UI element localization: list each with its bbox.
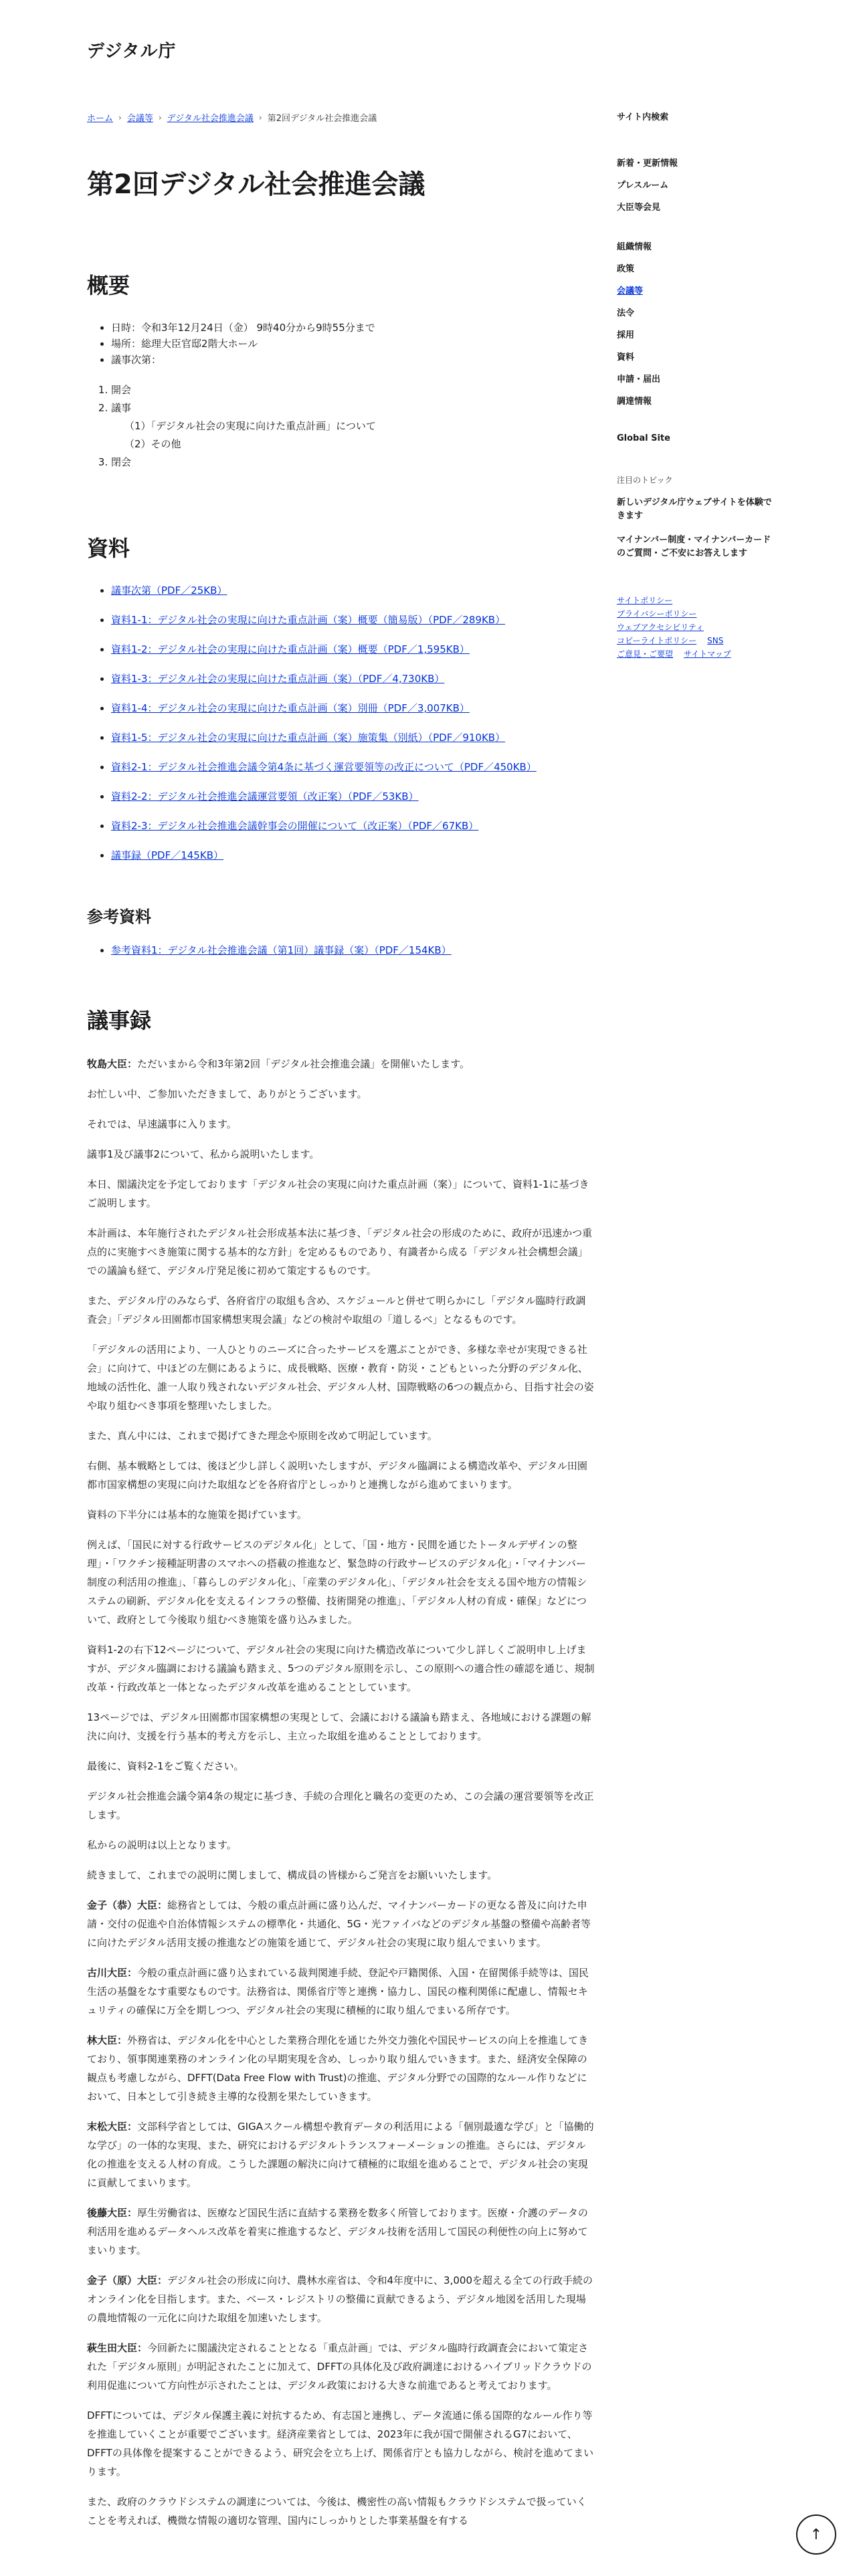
chevron-right-icon: › bbox=[118, 112, 122, 122]
site-logo[interactable]: デジタル庁 bbox=[87, 41, 177, 62]
page-title: 第2回デジタル社会推進会議 bbox=[87, 169, 425, 200]
minutes-text: 文部科学省としては、GIGAスクール構想や教育データの利活用による「個別最適な学び」と「協働的な学び」の一体的な実現、また、研究におけるデジタルトランスフォーメーションの推進。さらには、デジタル化の推進を支える人材の育成。こうした課題の解決に向けて積極的に取組を進めることで、デジタル社会の実現に貢献してまいります。 bbox=[87, 2121, 594, 2189]
footer-link[interactable]: SNS bbox=[707, 636, 724, 645]
minutes-paragraph bbox=[87, 1963, 595, 2020]
material-link[interactable]: 資料1-1：デジタル社会の実現に向けた重点計画（案）概要（簡易版）（PDF／289KB） bbox=[111, 614, 506, 626]
breadcrumb-home[interactable]: ホーム bbox=[87, 114, 114, 124]
footer-link[interactable]: サイトマップ bbox=[684, 649, 731, 659]
list-item bbox=[111, 759, 595, 775]
minutes-paragraph bbox=[87, 1175, 595, 1212]
minutes-paragraph bbox=[87, 1866, 595, 1885]
sidebar-item-press[interactable]: プレスルーム bbox=[617, 181, 669, 191]
minutes-text: DFFTについては、デジタル保護主義に対抗するため、有志国と連携し、データ流通に係る国際的なルール作り等を推進していくことが重要でございます。経済産業省としては、2023年に我が国で開催されるG7において、DFFTの具体像を提案することができるよう、研究会を立ち上げ、関係省庁とも協力しながら、検討を進めてまいります。 bbox=[87, 2409, 594, 2478]
agenda-subitem: （2）その他 bbox=[124, 438, 181, 450]
footer-link[interactable]: コピーライトポリシー bbox=[617, 636, 697, 645]
reference-list bbox=[87, 943, 595, 957]
speaker-name: 萩生田大臣： bbox=[87, 2342, 148, 2354]
reference-link[interactable]: 参考資料1：デジタル社会推進会議（第1回）議事録（案）（PDF／154KB） bbox=[111, 944, 452, 956]
footer-link[interactable]: ご意見・ご要望 bbox=[617, 649, 674, 659]
minutes-text: 議事1及び議事2について、私から説明いたします。 bbox=[87, 1148, 320, 1160]
minutes-text: 今般の重点計画に盛り込まれている裁判関連手続、登記や戸籍関係、入国・在留関係手続等は、国民生活の基盤をなす重要なものです。法務省は、関係省庁等と連携・協力し、国民の権利関係に配慮し、情報セキュリティの確保に万全を期しつつ、デジタル社会の実現に積極的に取り組んでまいる所存です。 bbox=[87, 1967, 589, 2016]
speaker-name: 古川大臣： bbox=[87, 1967, 138, 1979]
speaker-name: 金子（原）大臣： bbox=[87, 2274, 168, 2286]
site-header bbox=[87, 37, 176, 62]
minutes-text: それでは、早速議事に入ります。 bbox=[87, 1118, 237, 1130]
list-item bbox=[111, 612, 595, 628]
chevron-right-icon: › bbox=[158, 112, 162, 122]
minutes-paragraph bbox=[87, 2406, 595, 2481]
breadcrumb-current: 第2回デジタル社会推進会議 bbox=[267, 114, 377, 124]
global-site-link[interactable]: Global Site bbox=[617, 433, 670, 443]
sidebar-item-meetings[interactable]: 会議等 bbox=[617, 286, 644, 296]
minutes-paragraph bbox=[87, 1055, 595, 1073]
sidebar-item-minister[interactable]: 大臣等会見 bbox=[617, 203, 661, 213]
minutes-paragraph bbox=[87, 2117, 595, 2192]
material-link[interactable]: 資料1-3：デジタル社会の実現に向けた重点計画（案）（PDF／4,730KB） bbox=[111, 673, 445, 685]
minutes-text: 厚生労働省は、医療など国民生活に直結する業務を数多く所管しております。医療・介護のデータの利活用を進めるデータヘルス改革を着実に推進するなど、デジタル技術を活用して国民の利便性の向上に努めてまいります。 bbox=[87, 2207, 588, 2256]
material-link[interactable]: 資料2-2：デジタル社会推進会議運営要領（改正案）（PDF／53KB） bbox=[111, 790, 419, 802]
agenda-item bbox=[111, 399, 595, 453]
materials-heading: 資料 bbox=[87, 536, 130, 561]
breadcrumb bbox=[87, 111, 377, 124]
minutes-paragraph bbox=[87, 1896, 595, 1952]
footer-link[interactable]: サイトポリシー bbox=[617, 596, 673, 605]
speaker-name: 牧島大臣： bbox=[87, 1058, 138, 1070]
list-item bbox=[111, 671, 595, 687]
speaker-name: 金子（恭）大臣： bbox=[87, 1899, 168, 1911]
minutes-paragraph bbox=[87, 1836, 595, 1854]
minutes-text: また、政府のクラウドシステムの調達については、今後は、機密性の高い情報もクラウドシステムで扱っていくことを考えれば、機微な情報の適切な管理、国内にしっかりとした事業基盤を有する bbox=[87, 2496, 587, 2527]
agenda-subitem: （1）「デジタル社会の実現に向けた重点計画」について bbox=[124, 420, 376, 432]
minutes-text: デジタル社会の形成に向け、農林水産省は、令和4年度中に、3,000を超える全ての行政手続のオンライン化を目指します。また、ベース・レジストリの整備に貢献できるよう、デジタル地図を活用した現場の農地情報の一元化に向けた取組を加速いたします。 bbox=[87, 2274, 593, 2324]
agenda-item-label: 議事 bbox=[111, 402, 132, 414]
minutes-text: 今回新たに閣議決定されることとなる「重点計画」では、デジタル臨時行政調査会において策定された「デジタル原則」が明記されたことに加えて、DFFTの具体化及び政府調達におけるハイブリッドクラウドの利用促進について方向性が示されたことは、デジタル政策における大きな前進であると考えております。 bbox=[87, 2342, 592, 2391]
material-link[interactable]: 資料2-3：デジタル社会推進会議幹事会の開催について（改正案）（PDF／67KB） bbox=[111, 820, 479, 832]
main-content bbox=[87, 167, 595, 2541]
breadcrumb-meetings[interactable]: 会議等 bbox=[126, 114, 153, 124]
minutes-paragraph bbox=[87, 1757, 595, 1776]
list-item bbox=[111, 730, 595, 746]
site-search-title[interactable]: サイト内検索 bbox=[617, 112, 669, 122]
minutes-paragraph bbox=[87, 1340, 595, 1415]
minutes-text: 13ページでは、デジタル田園都市国家構想の実現として、会議における議論も踏まえ、各地域における課題の解決に向け、支援を行う基本的考え方を示し、主立った取組を進めることとしております。 bbox=[87, 1711, 591, 1742]
breadcrumb-council[interactable]: デジタル社会推進会議 bbox=[167, 114, 254, 124]
minutes-paragraph bbox=[87, 2204, 595, 2260]
footer-link[interactable]: プライバシーポリシー bbox=[617, 609, 697, 619]
sidebar-item-laws[interactable]: 法令 bbox=[617, 308, 635, 318]
sidebar-group-news bbox=[617, 156, 777, 213]
minutes-paragraph bbox=[87, 1085, 595, 1103]
minutes-paragraph bbox=[87, 1505, 595, 1524]
sidebar-item-materials[interactable]: 資料 bbox=[617, 352, 635, 362]
list-item bbox=[111, 943, 595, 957]
overview-list bbox=[87, 320, 595, 368]
agenda-list bbox=[87, 381, 595, 471]
minutes-paragraph bbox=[87, 2031, 595, 2106]
minutes-paragraph bbox=[87, 2271, 595, 2327]
minutes-text: お忙しい中、ご参加いただきまして、ありがとうございます。 bbox=[87, 1088, 367, 1100]
minutes-text: 私からの説明は以上となります。 bbox=[87, 1839, 237, 1851]
minutes-text: 最後に、資料2-1をご覧ください。 bbox=[87, 1760, 244, 1772]
sidebar-item-procurement[interactable]: 調達情報 bbox=[617, 397, 652, 407]
list-item bbox=[111, 847, 595, 863]
minutes-paragraph bbox=[87, 1787, 595, 1824]
list-item: • 場所：総理大臣官邸2階大ホール bbox=[111, 336, 595, 352]
speaker-name: 林大臣： bbox=[87, 2034, 128, 2046]
arrow-up-icon: ↑ bbox=[809, 2526, 823, 2543]
material-link[interactable]: 資料1-5：デジタル社会の実現に向けた重点計画（案）施策集（別紙）（PDF／910KB） bbox=[111, 732, 506, 744]
list-item bbox=[111, 700, 595, 716]
sidebar-group-main bbox=[617, 239, 777, 407]
sidebar-item-news[interactable]: 新着・更新情報 bbox=[617, 158, 678, 169]
minutes-text: 資料の下半分には基本的な施策を掲げています。 bbox=[87, 1509, 307, 1521]
minutes-text: 総務省としては、今般の重点計画に盛り込んだ、マイナンバーカードの更なる普及に向けた申請・交付の促進や自治体情報システムの標準化・共通化、5G・光ファイバなどのデジタル基盤の整備や高齢者等に向けたデジタル活用支援の推進などの施策を通じて、デジタル社会の実現に取り組んでまいります。 bbox=[87, 1899, 591, 1949]
minutes-text: 資料1-2の右下12ページについて、デジタル社会の実現に向けた構造改革について少し詳しくご説明申し上げますが、デジタル臨調における議論も踏まえ、5つのデジタル原則を示し、この原則への適合性の確認を通じ、規制改革・行政改革と一体となったデジタル改革を進めることとしています。 bbox=[87, 1644, 595, 1693]
list-item bbox=[111, 818, 595, 834]
minutes-text: また、デジタル庁のみならず、各府省庁の取組も含め、スケジュールと併せて明らかにし「デジタル臨時行政調査会」「デジタル田園都市国家構想実現会議」などの検討や取組の「道しるべ」となるものです。 bbox=[87, 1295, 586, 1325]
minutes-text: ただいまから令和3年第2回「デジタル社会推進会議」を開催いたします。 bbox=[137, 1058, 470, 1070]
minutes-paragraph bbox=[87, 1115, 595, 1134]
sidebar bbox=[617, 110, 777, 661]
minutes-text: 本日、閣議決定を予定しております「デジタル社会の実現に向けた重点計画（案）」について、資料1-1に基づきご説明します。 bbox=[87, 1178, 589, 1209]
speaker-name: 後藤大臣： bbox=[87, 2207, 138, 2219]
minutes-text: 例えば、「国民に対する行政サービスのデジタル化」として、「国・地方・民間を通じたトータルデザインの整理」・「ワクチン接種証明書のスマホへの搭載の推進など、緊急時の行政サービスのデジタル化」・「マイナンバー制度の利活用の推進」、「暮らしのデジタル化」、「産業のデジタル化」、「デジタル社会を支える国や地方の情報システムの刷新、デジタル化を支えるインフラの整備、技術開発の推進」、「デジタル人材の育成・確保」などについて、政府として今後取り組むべき施策を盛り込みました。 bbox=[87, 1539, 587, 1626]
overview-heading: 概要 bbox=[87, 273, 130, 298]
minutes-paragraph bbox=[87, 1535, 595, 1629]
list-item: • 日時：令和3年12月24日（金） 9時40分から9時55分まで bbox=[111, 320, 595, 336]
sidebar-item-organization[interactable]: 組織情報 bbox=[617, 242, 652, 252]
minutes-paragraph bbox=[87, 2492, 595, 2530]
reference-heading: 参考資料 bbox=[87, 907, 151, 926]
chevron-right-icon: › bbox=[258, 112, 262, 122]
sidebar-item-applications[interactable]: 申請・届出 bbox=[617, 374, 661, 385]
material-link[interactable]: 議事録（PDF／145KB） bbox=[111, 849, 223, 861]
list-item: • 議事次第： bbox=[111, 352, 595, 368]
minutes-paragraph bbox=[87, 1457, 595, 1494]
minutes-text: 「デジタルの活用により、一人ひとりのニーズに合ったサービスを選ぶことができ、多様な幸せが実現できる社会」に向けて、中ほどの左側にあるように、成長戦略、医療・教育・防災・こどもといった分野のデジタル化、地域の活性化、誰一人取り残されないデジタル社会、デジタル人材、国際戦略の6つの観点から、目指す社会の姿や取り組むべき事項を整理いたしました。 bbox=[87, 1344, 594, 1412]
minutes-body bbox=[87, 1055, 595, 2530]
topic-link[interactable]: 新しいデジタル庁ウェブサイトを体験できます bbox=[617, 498, 772, 521]
minutes-text: また、真ん中には、これまで掲げてきた理念や原則を改めて明記しています。 bbox=[87, 1430, 438, 1442]
minutes-text: 続きまして、これまでの説明に関しまして、構成員の皆様からご発言をお願いいたします。 bbox=[87, 1869, 498, 1881]
minutes-paragraph bbox=[87, 1291, 595, 1329]
minutes-paragraph bbox=[87, 2339, 595, 2395]
minutes-text: 外務省は、デジタル化を中心とした業務合理化を通じた外交力強化や国民サービスの向上を推進してきており、領事関連業務のオンライン化の早期実現を含め、しっかり取り組んでいきます。また、経済安全保障の観点も考慮しながら、DFFT(Data Free Flow with Trust)の推進、デジタル分野での国際的なルール作りなどにおいて、日本として引き続き主導的な役割を果たしていきます。 bbox=[87, 2034, 589, 2103]
minutes-paragraph bbox=[87, 1640, 595, 1697]
minutes-paragraph bbox=[87, 1145, 595, 1164]
material-link[interactable]: 資料1-4：デジタル社会の実現に向けた重点計画（案）別冊（PDF／3,007KB） bbox=[111, 702, 470, 714]
list-item bbox=[111, 582, 595, 599]
material-link[interactable]: 資料2-1：デジタル社会推進会議令第4条に基づく運営要領等の改正について（PDF／450KB） bbox=[111, 761, 537, 773]
topic-link[interactable]: マイナンバー制度・マイナンバーカードのご質問・ご不安にお答えします bbox=[617, 535, 771, 558]
minutes-text: 本計画は、本年施行されたデジタル社会形成基本法に基づき、「デジタル社会の形成のために、政府が迅速かつ重点的に実施すべき施策に関する基本的な方針」を定めるものであり、有識者から成る「デジタル社会構想会議」での議論も経て、デジタル庁発足後に初めて策定するものです。 bbox=[87, 1227, 593, 1277]
topics-heading: 注目のトピック bbox=[617, 475, 673, 485]
footer-link[interactable]: ウェブアクセシビリティ bbox=[617, 623, 704, 632]
footer-links bbox=[617, 594, 777, 661]
sidebar-item-recruit[interactable]: 採用 bbox=[617, 330, 635, 340]
minutes-paragraph bbox=[87, 1426, 595, 1445]
list-item bbox=[111, 641, 595, 657]
agenda-item: 3. 閉会 bbox=[111, 453, 595, 471]
material-link[interactable]: 資料1-2：デジタル社会の実現に向けた重点計画（案）概要（PDF／1,595KB） bbox=[111, 643, 470, 655]
list-item bbox=[111, 788, 595, 804]
speaker-name: 末松大臣： bbox=[87, 2121, 138, 2133]
minutes-heading: 議事録 bbox=[87, 1008, 152, 1033]
agenda-item: 1. 開会 bbox=[111, 381, 595, 399]
sidebar-item-policy[interactable]: 政策 bbox=[617, 264, 635, 274]
minutes-text: デジタル社会推進会議令第4条の規定に基づき、手続の合理化と職名の変更のため、この会議の運営要領等を改正します。 bbox=[87, 1790, 594, 1821]
materials-list bbox=[87, 582, 595, 863]
minutes-paragraph bbox=[87, 1224, 595, 1280]
material-link[interactable]: 議事次第（PDF／25KB） bbox=[111, 584, 227, 597]
back-to-top-button[interactable] bbox=[796, 2514, 836, 2555]
minutes-paragraph bbox=[87, 1708, 595, 1745]
minutes-text: 右側、基本戦略としては、後ほど少し詳しく説明いたしますが、デジタル臨調による構造改革や、デジタル田園都市国家構想の実現に向けた取組などを各府省庁としっかりと連携しながら進めてまいります。 bbox=[87, 1460, 587, 1491]
